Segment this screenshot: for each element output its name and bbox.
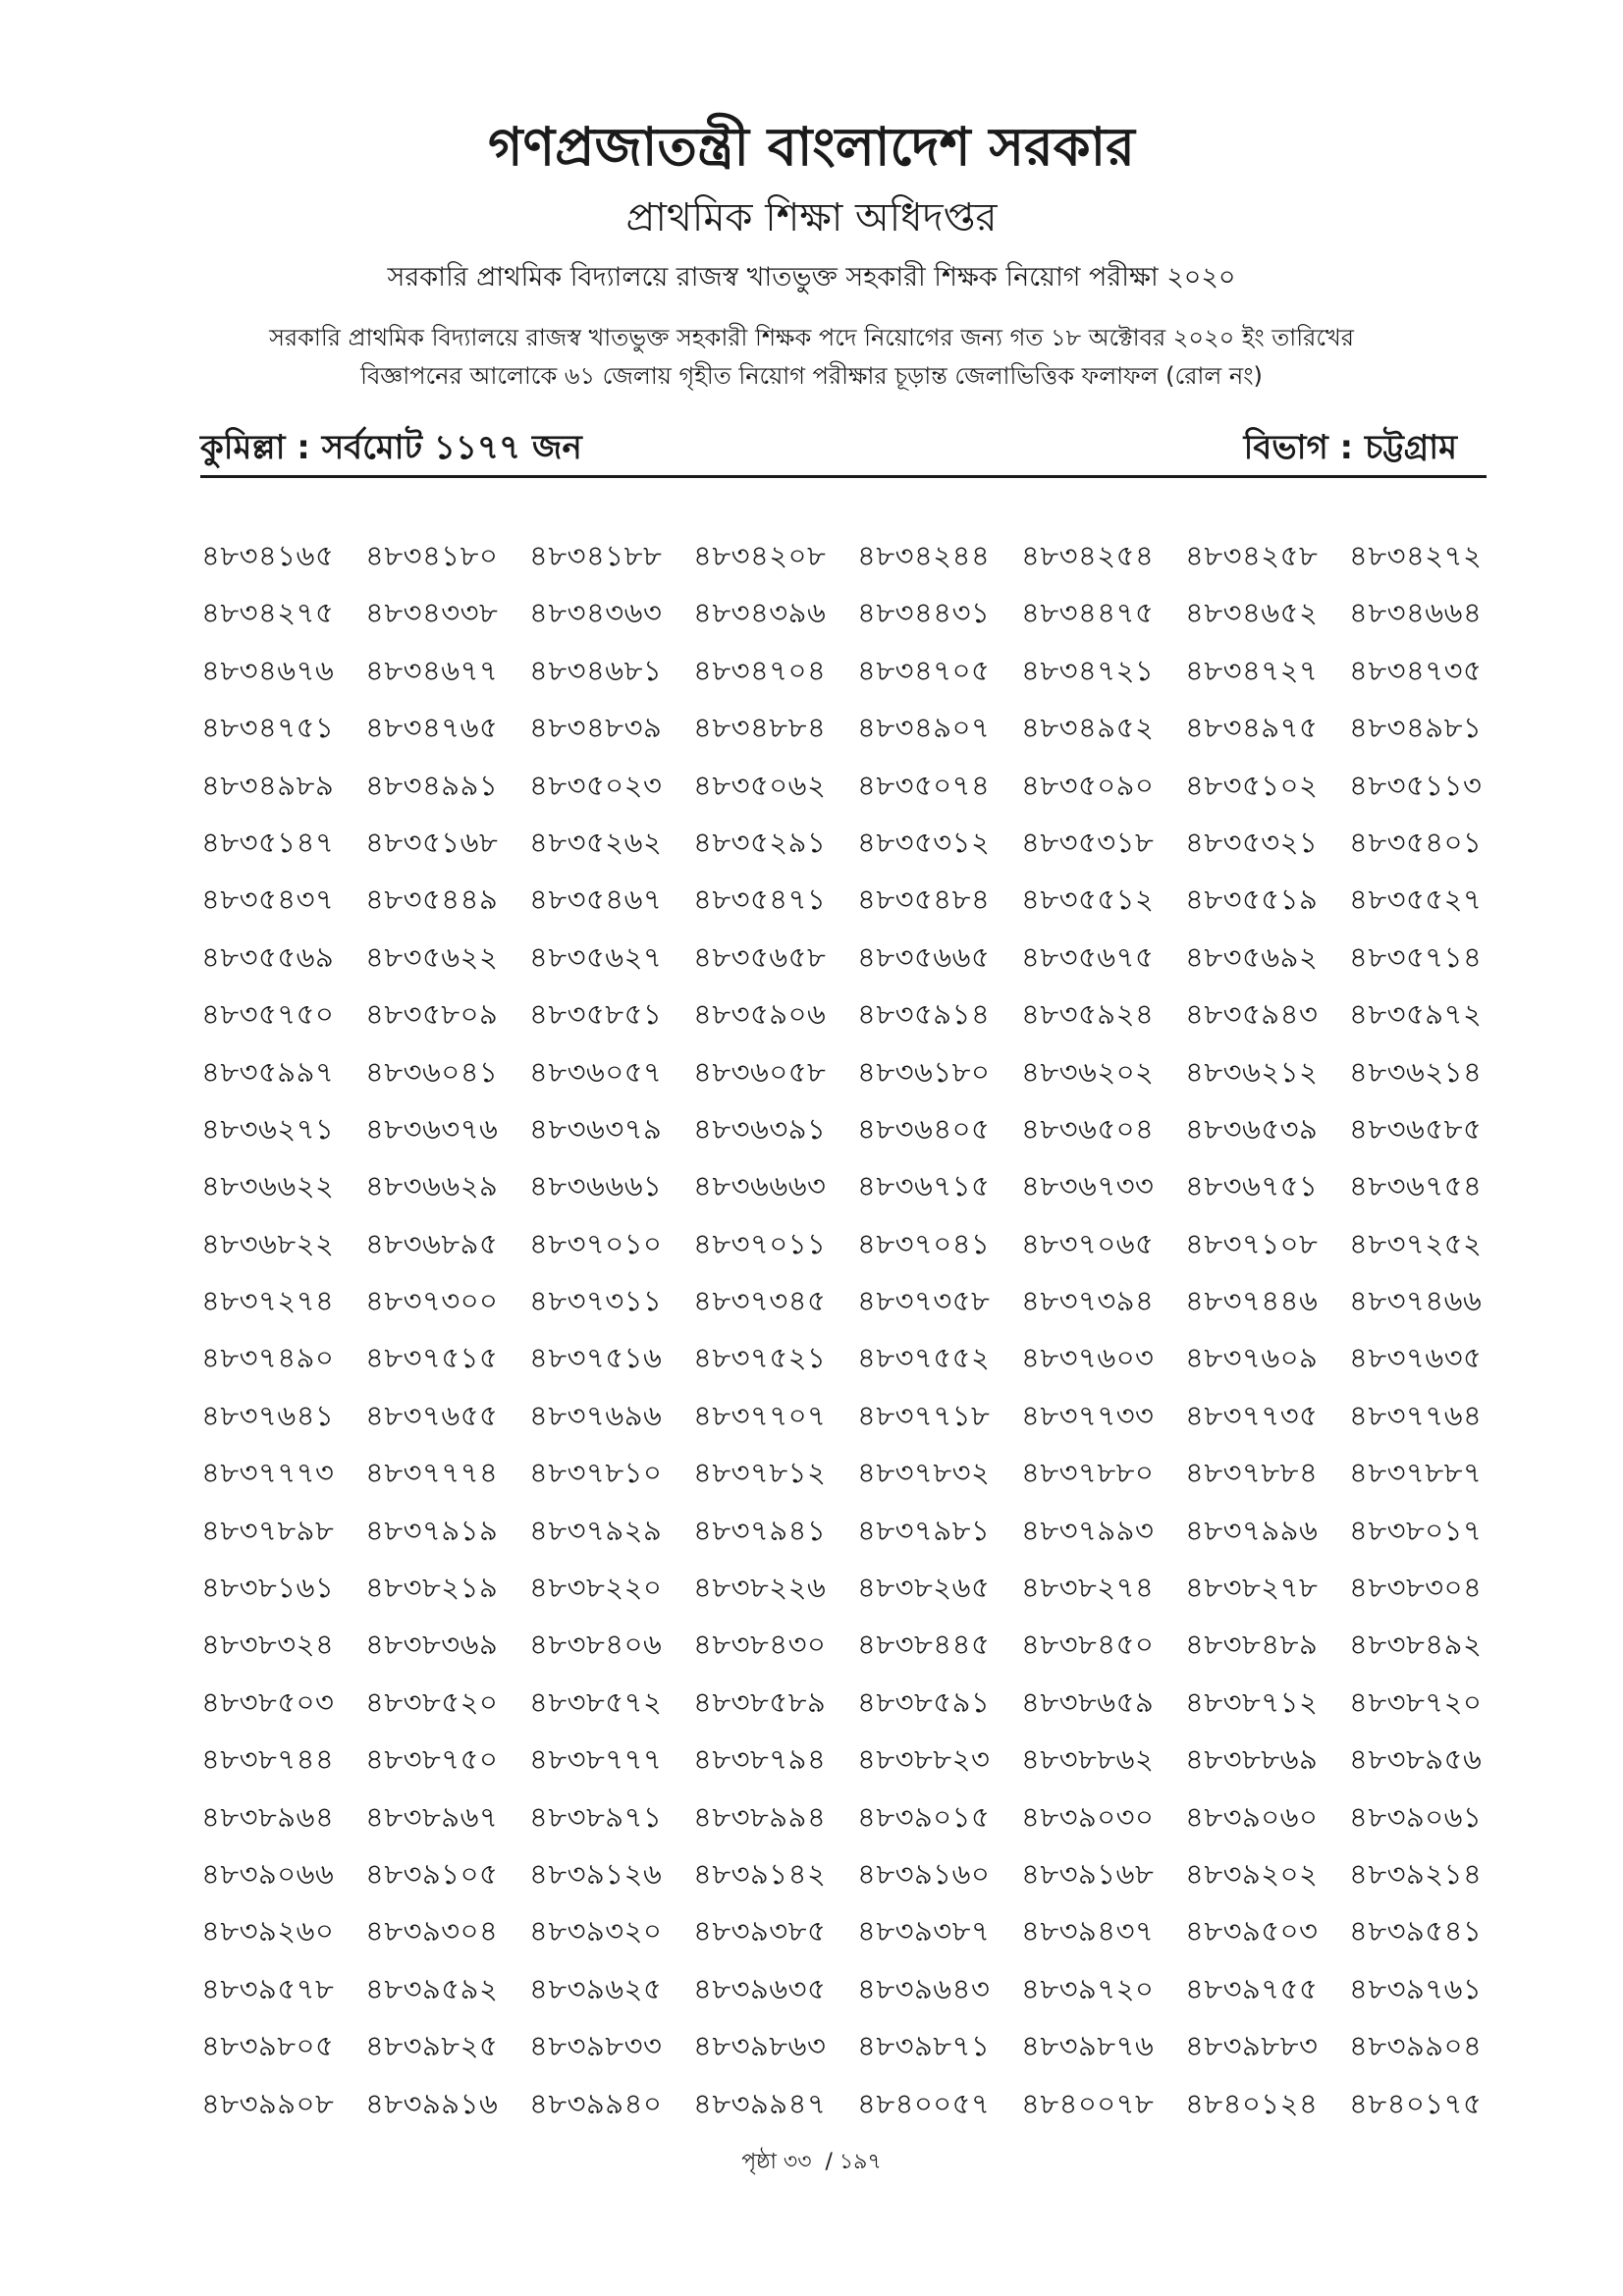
roll-number: ৪৮৩৫৩১৮: [1021, 825, 1155, 859]
roll-number: ৪৮৩৫৩১২: [857, 825, 991, 859]
roll-number: ৪৮৩৯৬৩৫: [693, 1971, 827, 2005]
roll-number: ৪৮৩৭৭০৭: [693, 1398, 827, 1432]
roll-number: ৪৮৩৯১৬৮: [1021, 1856, 1155, 1891]
roll-number: ৪৮৩৭৮১০: [529, 1456, 663, 1490]
roll-number: ৪৮৩৪৯০৭: [857, 711, 991, 745]
roll-number: ৪৮৩৫৭১৪: [1349, 939, 1483, 974]
notice-line-2: বিজ্ঞাপনের আলোকে ৬১ জেলায় গৃহীত নিয়োগ পরীক্ষার চূড়ান্ত জেলাভিত্তিক ফলাফল (রোল নং): [360, 362, 1263, 390]
roll-number: ৪৮৩৭৯৪১: [693, 1513, 827, 1547]
roll-number: ৪৮৩৫৮০৯: [365, 997, 499, 1032]
roll-number: ৪৮৩৭৭৬৪: [1349, 1398, 1483, 1432]
roll-number: ৪৮৩৫৪৮৪: [857, 882, 991, 917]
roll-number: ৪৮৩৬৫৩৯: [1185, 1111, 1319, 1146]
roll-number: ৪৮৩৮২৭৮: [1185, 1571, 1319, 1605]
roll-number: ৪৮৩৪৭২১: [1021, 653, 1155, 687]
roll-number: ৪৮৩৪৬৬৪: [1349, 596, 1483, 630]
roll-number: ৪৮৩৮৮২৩: [857, 1742, 991, 1777]
roll-number: ৪৮৩৯৮৬৩: [693, 2029, 827, 2063]
roll-number: ৪৮৩৭০১১: [693, 1226, 827, 1260]
roll-number: ৪৮৩৮৩৬৯: [365, 1628, 499, 1662]
roll-number: ৪৮৩৯৮৮৩: [1185, 2029, 1319, 2063]
roll-number: ৪৮৩৬২৭১: [201, 1111, 335, 1146]
roll-number: ৪৮৩৫০২৩: [529, 768, 663, 802]
roll-number: ৪৮৩৬৬৬১: [529, 1169, 663, 1203]
roll-number: ৪৮৩৮১৬১: [201, 1571, 335, 1605]
roll-number: ৪৮৩৮৬৫৯: [1021, 1684, 1155, 1719]
roll-number: ৪৮৩৯০১৫: [857, 1799, 991, 1834]
roll-number: ৪৮৩৭৫৫২: [857, 1341, 991, 1375]
roll-number: ৪৮৩৮৪৫০: [1021, 1628, 1155, 1662]
roll-number: ৪৮৩৮৭২০: [1349, 1684, 1483, 1719]
roll-number: ৪৮৩৫১১৩: [1349, 768, 1483, 802]
roll-number: ৪৮৩৯৫৭৮: [201, 1971, 335, 2005]
roll-number: ৪৮৩৮৪৪৫: [857, 1628, 991, 1662]
roll-number: ৪৮৩৭৮৮৭: [1349, 1456, 1483, 1490]
roll-number: ৪৮৩৮৯৫৬: [1349, 1742, 1483, 1777]
roll-number: ৪৮৩৯৮৭৬: [1021, 2029, 1155, 2063]
roll-number: ৪৮৩৭০১০: [529, 1226, 663, 1260]
roll-number: ৪৮৩৪২৫৪: [1021, 539, 1155, 572]
roll-number: ৪৮৩৫০৬২: [693, 768, 827, 802]
roll-number: ৪৮৩৯১৬০: [857, 1856, 991, 1891]
roll-number: ৪৮৩৭৩৪৫: [693, 1284, 827, 1318]
roll-number: ৪৮৩৯০৬১: [1349, 1799, 1483, 1834]
roll-number: ৪৮৩৮৭৫০: [365, 1742, 499, 1777]
roll-number: ৪৮৩৮০১৭: [1349, 1513, 1483, 1547]
roll-number: ৪৮৪০০৭৮: [1021, 2086, 1155, 2120]
roll-number: ৪৮৩৭৭৩৫: [1185, 1398, 1319, 1432]
roll-number: ৪৮৩৮৭১২: [1185, 1684, 1319, 1719]
roll-number: ৪৮৩৭৫২১: [693, 1341, 827, 1375]
district-total: কুমিল্লা : সর্বমোট ১১৭৭ জন: [200, 428, 582, 467]
roll-number: ৪৮৩৭৬৯৬: [529, 1398, 663, 1432]
roll-number: ৪৮৩৯৯০৮: [201, 2086, 335, 2120]
roll-number: ৪৮৩৪৯৭৫: [1185, 711, 1319, 745]
roll-number: ৪৮৩৬৫০৪: [1021, 1111, 1155, 1146]
roll-number: ৪৮৩৮৩০৪: [1349, 1571, 1483, 1605]
roll-number: ৪৮৩৯৫০৩: [1185, 1914, 1319, 1949]
roll-number: ৪৮৩৪৩৩৮: [365, 596, 499, 630]
roll-number: ৪৮৩৮৪৯২: [1349, 1628, 1483, 1662]
notice-text: [0, 319, 1623, 396]
roll-number: ৪৮৩৪৬৮১: [529, 653, 663, 687]
roll-number: ৪৮৩৭৩১১: [529, 1284, 663, 1318]
roll-number: ৪৮৩৯৭৬১: [1349, 1971, 1483, 2005]
roll-number: ৪৮৩৮৫০৩: [201, 1684, 335, 1719]
roll-number: ৪৮৩৮৩২৪: [201, 1628, 335, 1662]
roll-number: ৪৮৩৬৮২২: [201, 1226, 335, 1260]
roll-number: ৪৮৩৪২৪৪: [857, 539, 991, 572]
roll-number: ৪৮৩৪৩৯৬: [693, 596, 827, 630]
roll-number: ৪৮৩৬৩৭৬: [365, 1111, 499, 1146]
roll-number: ৪৮৩৪৬৭৬: [201, 653, 335, 687]
roll-number: ৪৮৩৫০৭৪: [857, 768, 991, 802]
roll-number: ৪৮৩৬২১৪: [1349, 1054, 1483, 1089]
roll-number: ৪৮৩৪৪৭৫: [1021, 596, 1155, 630]
roll-number-grid: [201, 527, 1497, 2132]
roll-number: ৪৮৩৪৭৬৫: [365, 711, 499, 745]
roll-number: ৪৮৩৭৪৯০: [201, 1341, 335, 1375]
roll-number: ৪৮৩৪৯৯১: [365, 768, 499, 802]
roll-number: ৪৮৩৮৫২০: [365, 1684, 499, 1719]
roll-number: ৪৮৩৭৩৯৪: [1021, 1284, 1155, 1318]
roll-number: ৪৮৩৭৩৫৮: [857, 1284, 991, 1318]
roll-number: ৪৮৩৫৬২২: [365, 939, 499, 974]
roll-number: ৪৮৩৫৯৪৩: [1185, 997, 1319, 1032]
roll-number: ৪৮৩৯২৬০: [201, 1914, 335, 1949]
roll-number: ৪৮৩৪৮৮৪: [693, 711, 827, 745]
roll-number: ৪৮৩৭০৬৫: [1021, 1226, 1155, 1260]
roll-number: ৪৮৩৪২০৮: [693, 539, 827, 572]
roll-number: ৪৮৩৮৮৬৯: [1185, 1742, 1319, 1777]
roll-number: ৪৮৩৭৬৪১: [201, 1398, 335, 1432]
roll-number: ৪৮৩৪৪৩১: [857, 596, 991, 630]
roll-number: ৪৮৩৪১৮০: [365, 539, 499, 572]
roll-number: ৪৮৩৮২২০: [529, 1571, 663, 1605]
division-name: বিভাগ : চট্টগ্রাম: [1243, 428, 1457, 467]
roll-number: ৪৮৩৫৯১৪: [857, 997, 991, 1032]
roll-number: ৪৮৩৫১৬৮: [365, 825, 499, 859]
roll-number: ৪৮৩৫৫১৯: [1185, 882, 1319, 917]
roll-number: ৪৮৩৪২৭৫: [201, 596, 335, 630]
roll-number: ৪৮৩৯৫৪১: [1349, 1914, 1483, 1949]
roll-number: ৪৮৩৫৯৭২: [1349, 997, 1483, 1032]
roll-number: ৪৮৩৬৪০৫: [857, 1111, 991, 1146]
roll-number: ৪৮৪০০৫৭: [857, 2086, 991, 2120]
roll-number: ৪৮৩৯৪৩৭: [1021, 1914, 1155, 1949]
roll-number: ৪৮৩৯৩৮৫: [693, 1914, 827, 1949]
roll-number: ৪৮৩৪৬৫২: [1185, 596, 1319, 630]
roll-number: ৪৮৩৯৯১৬: [365, 2086, 499, 2120]
roll-number: ৪৮৩৮২২৬: [693, 1571, 827, 1605]
roll-number: ৪৮৩৭৮৯৮: [201, 1513, 335, 1547]
roll-number: ৪৮৩৯৯৪৭: [693, 2086, 827, 2120]
roll-number: ৪৮৩৯৮৩৩: [529, 2029, 663, 2063]
roll-number: ৪৮৩৯০৬৬: [201, 1856, 335, 1891]
roll-number: ৪৮৩৪৭৫১: [201, 711, 335, 745]
roll-number: ৪৮৩৮৪৩০: [693, 1628, 827, 1662]
roll-number: ৪৮৩৭৭৭৪: [365, 1456, 499, 1490]
roll-number: ৪৮৪০১৭৫: [1349, 2086, 1483, 2120]
roll-number: ৪৮৩৯৮২৫: [365, 2029, 499, 2063]
roll-number: ৪৮৩৭৪৪৬: [1185, 1284, 1319, 1318]
roll-number: ৪৮৩৮৮৬২: [1021, 1742, 1155, 1777]
roll-number: ৪৮৩৬৩৭৯: [529, 1111, 663, 1146]
roll-number: ৪৮৩৮৪৮৯: [1185, 1628, 1319, 1662]
roll-number: ৪৮৩৭৬৩৫: [1349, 1341, 1483, 1375]
roll-number: ৪৮৩৯৮০৫: [201, 2029, 335, 2063]
roll-number: ৪৮৩৫৬৬৫: [857, 939, 991, 974]
roll-number: ৪৮৩৯৭৫৫: [1185, 1971, 1319, 2005]
roll-number: ৪৮৩৯৩২০: [529, 1914, 663, 1949]
roll-number: ৪৮৩৮৭৯৪: [693, 1742, 827, 1777]
roll-number: ৪৮৩৯১২৬: [529, 1856, 663, 1891]
roll-number: ৪৮৩৫১০২: [1185, 768, 1319, 802]
roll-number: ৪৮৩৭৬৫৫: [365, 1398, 499, 1432]
roll-number: ৪৮৩৬৭৫৪: [1349, 1169, 1483, 1203]
roll-number: ৪৮৩৯৮৭১: [857, 2029, 991, 2063]
roll-number: ৪৮৩৫৯২৪: [1021, 997, 1155, 1032]
roll-number: ৪৮৩৫৪৭১: [693, 882, 827, 917]
roll-number: ৪৮৩৫৪৬৭: [529, 882, 663, 917]
roll-number: ৪৮৩৯৩০৪: [365, 1914, 499, 1949]
roll-number: ৪৮৩৫৪০১: [1349, 825, 1483, 859]
roll-number: ৪৮৩৭৩০০: [365, 1284, 499, 1318]
roll-number: ৪৮৩৫৫১২: [1021, 882, 1155, 917]
roll-number: ৪৮৩৫৯০৬: [693, 997, 827, 1032]
roll-number: ৪৮৩৫২৬২: [529, 825, 663, 859]
roll-number: ৪৮৩৯০৬০: [1185, 1799, 1319, 1834]
notice-line-1: সরকারি প্রাথমিক বিদ্যালয়ে রাজস্ব খাতভুক্ত সহকারী শিক্ষক পদে নিয়োগের জন্য গত ১৮ অক্টোবর ২০২০ ইং তারিখের: [269, 324, 1354, 351]
roll-number: ৪৮৩৫৬৫৮: [693, 939, 827, 974]
roll-number: ৪৮৩৪৬৭৭: [365, 653, 499, 687]
roll-number: ৪৮৩৪৩৬৩: [529, 596, 663, 630]
roll-number: ৪৮৩৭৮৩২: [857, 1456, 991, 1490]
roll-number: ৪৮৩৭৫১৫: [365, 1341, 499, 1375]
roll-number: ৪৮৩৮৭৪৪: [201, 1742, 335, 1777]
roll-number: ৪৮৩৯১০৫: [365, 1856, 499, 1891]
roll-number: ৪৮৩৭২৫২: [1349, 1226, 1483, 1260]
roll-number: ৪৮৩৭৬০৯: [1185, 1341, 1319, 1375]
roll-number: ৪৮৩৬০৫৭: [529, 1054, 663, 1089]
roll-number: ৪৮৩৬৭৩৩: [1021, 1169, 1155, 1203]
roll-number: ৪৮৩৫৮৫১: [529, 997, 663, 1032]
roll-number: ৪৮৩৭৭৩৩: [1021, 1398, 1155, 1432]
roll-number: ৪৮৩৮২১৯: [365, 1571, 499, 1605]
roll-number: ৪৮৩৫৫২৭: [1349, 882, 1483, 917]
roll-number: ৪৮৩৭০৪১: [857, 1226, 991, 1260]
roll-number: ৪৮৩৭৯১৯: [365, 1513, 499, 1547]
roll-number: ৪৮৩৫১৪৭: [201, 825, 335, 859]
roll-number: ৪৮৩৫২৯১: [693, 825, 827, 859]
roll-number: ৪৮৩৪২৭২: [1349, 539, 1483, 572]
roll-number: ৪৮৩৪৯৮১: [1349, 711, 1483, 745]
roll-number: ৪৮৩৫৩২১: [1185, 825, 1319, 859]
roll-number: ৪৮৩৮২৭৪: [1021, 1571, 1155, 1605]
roll-number: ৪৮৩৬৫৮৫: [1349, 1111, 1483, 1146]
roll-number: ৪৮৩৫৬২৭: [529, 939, 663, 974]
roll-number: ৪৮৩৫৭৫০: [201, 997, 335, 1032]
roll-number: ৪৮৩৬৭১৫: [857, 1169, 991, 1203]
roll-number: ৪৮৩৭৬০৩: [1021, 1341, 1155, 1375]
roll-number: ৪৮৩৪১৮৮: [529, 539, 663, 572]
roll-number: ৪৮৩৬৩৯১: [693, 1111, 827, 1146]
roll-number: ৪৮৩৯২০২: [1185, 1856, 1319, 1891]
roll-number: ৪৮৩৮২৬৫: [857, 1571, 991, 1605]
roll-number: ৪৮৩৪৭৩৫: [1349, 653, 1483, 687]
roll-number: ৪৮৩৯৬২৫: [529, 1971, 663, 2005]
roll-number: ৪৮৩৪৭২৭: [1185, 653, 1319, 687]
page-title: গণপ্রজাতন্ত্রী বাংলাদেশ সরকার: [488, 116, 1135, 178]
roll-number: ৪৮৩৯৫৯২: [365, 1971, 499, 2005]
roll-number: ৪৮৩৬৬২৯: [365, 1169, 499, 1203]
roll-number: ৪৮৩৪৭০৫: [857, 653, 991, 687]
roll-number: ৪৮৩৯২১৪: [1349, 1856, 1483, 1891]
roll-number: ৪৮৩৬৬২২: [201, 1169, 335, 1203]
roll-number: ৪৮৩৮৯৬৭: [365, 1799, 499, 1834]
roll-number: ৪৮৩৭৯৯৬: [1185, 1513, 1319, 1547]
roll-number: ৪৮৩৭৮৮৪: [1185, 1456, 1319, 1490]
roll-number: ৪৮৩৬১৮০: [857, 1054, 991, 1089]
roll-number: ৪৮৩৯১৪২: [693, 1856, 827, 1891]
page-number: পৃষ্ঠা ৩৩ / ১৯৭: [741, 2150, 882, 2174]
roll-number: ৪৮৩৮৪০৬: [529, 1628, 663, 1662]
roll-number: ৪৮৩৭১০৮: [1185, 1226, 1319, 1260]
roll-number: ৪৮৩৭৯২৯: [529, 1513, 663, 1547]
roll-number: ৪৮৩৬০৪১: [365, 1054, 499, 1089]
roll-number: ৪৮৩৫৯৯৭: [201, 1054, 335, 1089]
roll-number: ৪৮৩৭৯৯৩: [1021, 1513, 1155, 1547]
roll-number: ৪৮৩৮৫৯১: [857, 1684, 991, 1719]
roll-number: ৪৮৩৮৯৭১: [529, 1799, 663, 1834]
roll-number: ৪৮৩৮৫৮৯: [693, 1684, 827, 1719]
roll-number: ৪৮৩৮৭৭৭: [529, 1742, 663, 1777]
roll-number: ৪৮৩৫৬৭৫: [1021, 939, 1155, 974]
roll-number: ৪৮৩৭৭৭৩: [201, 1456, 335, 1490]
roll-number: ৪৮৩৭২৭৪: [201, 1284, 335, 1318]
exam-name: সরকারি প্রাথমিক বিদ্যালয়ে রাজস্ব খাতভুক্ত সহকারী শিক্ষক নিয়োগ পরীক্ষা ২০২০: [387, 262, 1236, 293]
roll-number: ৪৮৩৪৮৩৯: [529, 711, 663, 745]
roll-number: ৪৮৩৬৮৯৫: [365, 1226, 499, 1260]
roll-number: ৪৮৩৯৭২০: [1021, 1971, 1155, 2005]
roll-number: ৪৮৩৯৯৪০: [529, 2086, 663, 2120]
department-name: প্রাথমিক শিক্ষা অধিদপ্তর: [625, 195, 998, 240]
roll-number: ৪৮৩৫০৯০: [1021, 768, 1155, 802]
roll-number: ৪৮৩৭৮১২: [693, 1456, 827, 1490]
roll-number: ৪৮৩৪৭০৪: [693, 653, 827, 687]
roll-number: ৪৮৩৪৯৮৯: [201, 768, 335, 802]
roll-number: ৪৮৩৬০৫৮: [693, 1054, 827, 1089]
roll-number: ৪৮৩৫৪৩৭: [201, 882, 335, 917]
roll-number: ৪৮৩৫৬৯২: [1185, 939, 1319, 974]
roll-number: ৪৮৩৪৯৫২: [1021, 711, 1155, 745]
roll-number: ৪৮৩৭৭১৮: [857, 1398, 991, 1432]
roll-number: ৪৮৩৭৪৬৬: [1349, 1284, 1483, 1318]
roll-number: ৪৮৩৮৫৭২: [529, 1684, 663, 1719]
roll-number: ৪৮৩৫৪৪৯: [365, 882, 499, 917]
roll-number: ৪৮৩৬২০২: [1021, 1054, 1155, 1089]
roll-number: ৪৮৩৯৯০৪: [1349, 2029, 1483, 2063]
roll-number: ৪৮৪০১২৪: [1185, 2086, 1319, 2120]
district-header: [200, 422, 1487, 478]
roll-number: ৪৮৩৬৭৫১: [1185, 1169, 1319, 1203]
roll-number: ৪৮৩৬২১২: [1185, 1054, 1319, 1089]
roll-number: ৪৮৩৮৯৬৪: [201, 1799, 335, 1834]
roll-number: ৪৮৩৪১৬৫: [201, 539, 335, 572]
roll-number: ৪৮৩৫৫৬৯: [201, 939, 335, 974]
roll-number: ৪৮৩৯০৩০: [1021, 1799, 1155, 1834]
roll-number: ৪৮৩৭৮৮০: [1021, 1456, 1155, 1490]
roll-number: ৪৮৩৮৯৯৪: [693, 1799, 827, 1834]
roll-number: ৪৮৩৬৬৬৩: [693, 1169, 827, 1203]
roll-number: ৪৮৩৭৯৮১: [857, 1513, 991, 1547]
roll-number: ৪৮৩৭৫১৬: [529, 1341, 663, 1375]
roll-number: ৪৮৩৯৬৪৩: [857, 1971, 991, 2005]
roll-number: ৪৮৩৯৩৮৭: [857, 1914, 991, 1949]
roll-number: ৪৮৩৪২৫৮: [1185, 539, 1319, 572]
